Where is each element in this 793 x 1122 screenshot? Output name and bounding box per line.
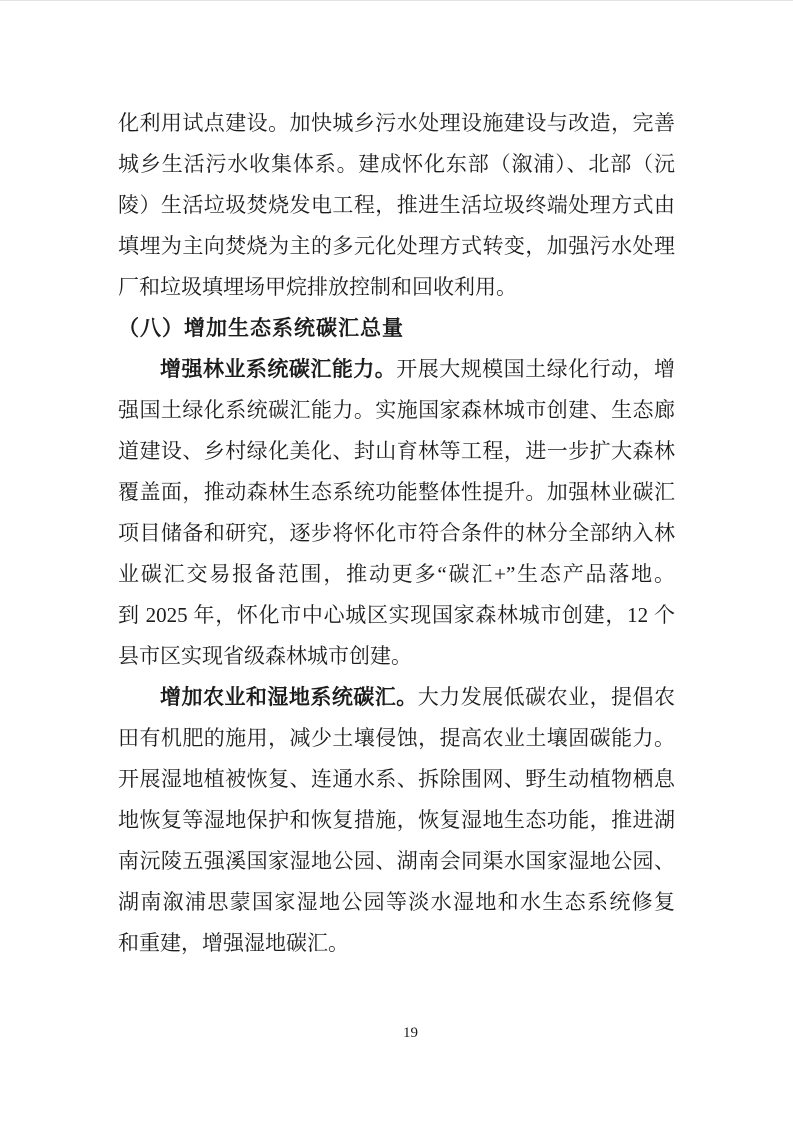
body-line: 化利用试点建设。加快城乡污水处理设施建设与改造，完善 [118, 111, 675, 135]
body-line: 和重建，增强湿地碳汇。 [118, 931, 349, 955]
body-line: 县市区实现省级森林城市创建。 [118, 644, 412, 668]
body-line: 陵）生活垃圾焚烧发电工程，推进生活垃圾终端处理方式由 [118, 193, 675, 217]
body-line: 强国土绿化系统碳汇能力。实施国家森林城市创建、生态廊 [118, 398, 675, 422]
body-line: 田有机肥的施用，减少土壤侵蚀，提高农业土壤固碳能力。 [118, 726, 675, 750]
paragraph-lead-rest: 大力发展低碳农业，提倡农 [417, 685, 675, 709]
section-heading: （八）增加生态系统碳汇总量 [118, 316, 404, 340]
body-line: 地恢复等湿地保护和恢复措施，恢复湿地生态功能，推进湖 [118, 808, 675, 832]
paragraph-lead-bold: 增加农业和湿地系统碳汇。 [160, 685, 418, 709]
body-line: 湖南溆浦思蒙国家湿地公园等淡水湿地和水生态系统修复 [118, 890, 675, 914]
body-line: 南沅陵五强溪国家湿地公园、湖南会同渠水国家湿地公园、 [118, 849, 675, 873]
body-line [118, 349, 675, 390]
body-line: 城乡生活污水收集体系。建成怀化东部（溆浦）、北部（沅 [118, 152, 675, 176]
body-line [118, 677, 675, 718]
body-line: 填埋为主向焚烧为主的多元化处理方式转变，加强污水处理 [118, 234, 675, 258]
paragraph-forestry-carbon-sink [118, 349, 675, 677]
page-number: 19 [403, 1025, 418, 1041]
paragraph-lead-bold: 增强林业系统碳汇能力。 [160, 357, 397, 381]
body-line: 业碳汇交易报备范围，推动更多“碳汇+”生态产品落地。 [118, 562, 675, 586]
paragraph-lead-rest: 开展大规模国土绿化行动，增 [396, 357, 675, 381]
body-line: 项目储备和研究，逐步将怀化市符合条件的林分全部纳入林 [118, 521, 675, 545]
body-line: 开展湿地植被恢复、连通水系、拆除围网、野生动植物栖息 [118, 767, 675, 791]
paragraph-continuation [118, 103, 675, 308]
body-line: 道建设、乡村绿化美化、封山育林等工程，进一步扩大森林 [118, 439, 675, 463]
paragraph-agriculture-wetland-carbon-sink [118, 677, 675, 964]
page-body-text [118, 103, 675, 964]
body-line: 厂和垃圾填埋场甲烷排放控制和回收利用。 [118, 275, 517, 299]
body-line: 覆盖面，推动森林生态系统功能整体性提升。加强林业碳汇 [118, 480, 675, 504]
body-line: 到 2025 年，怀化市中心城区实现国家森林城市创建，12 个 [118, 603, 675, 627]
